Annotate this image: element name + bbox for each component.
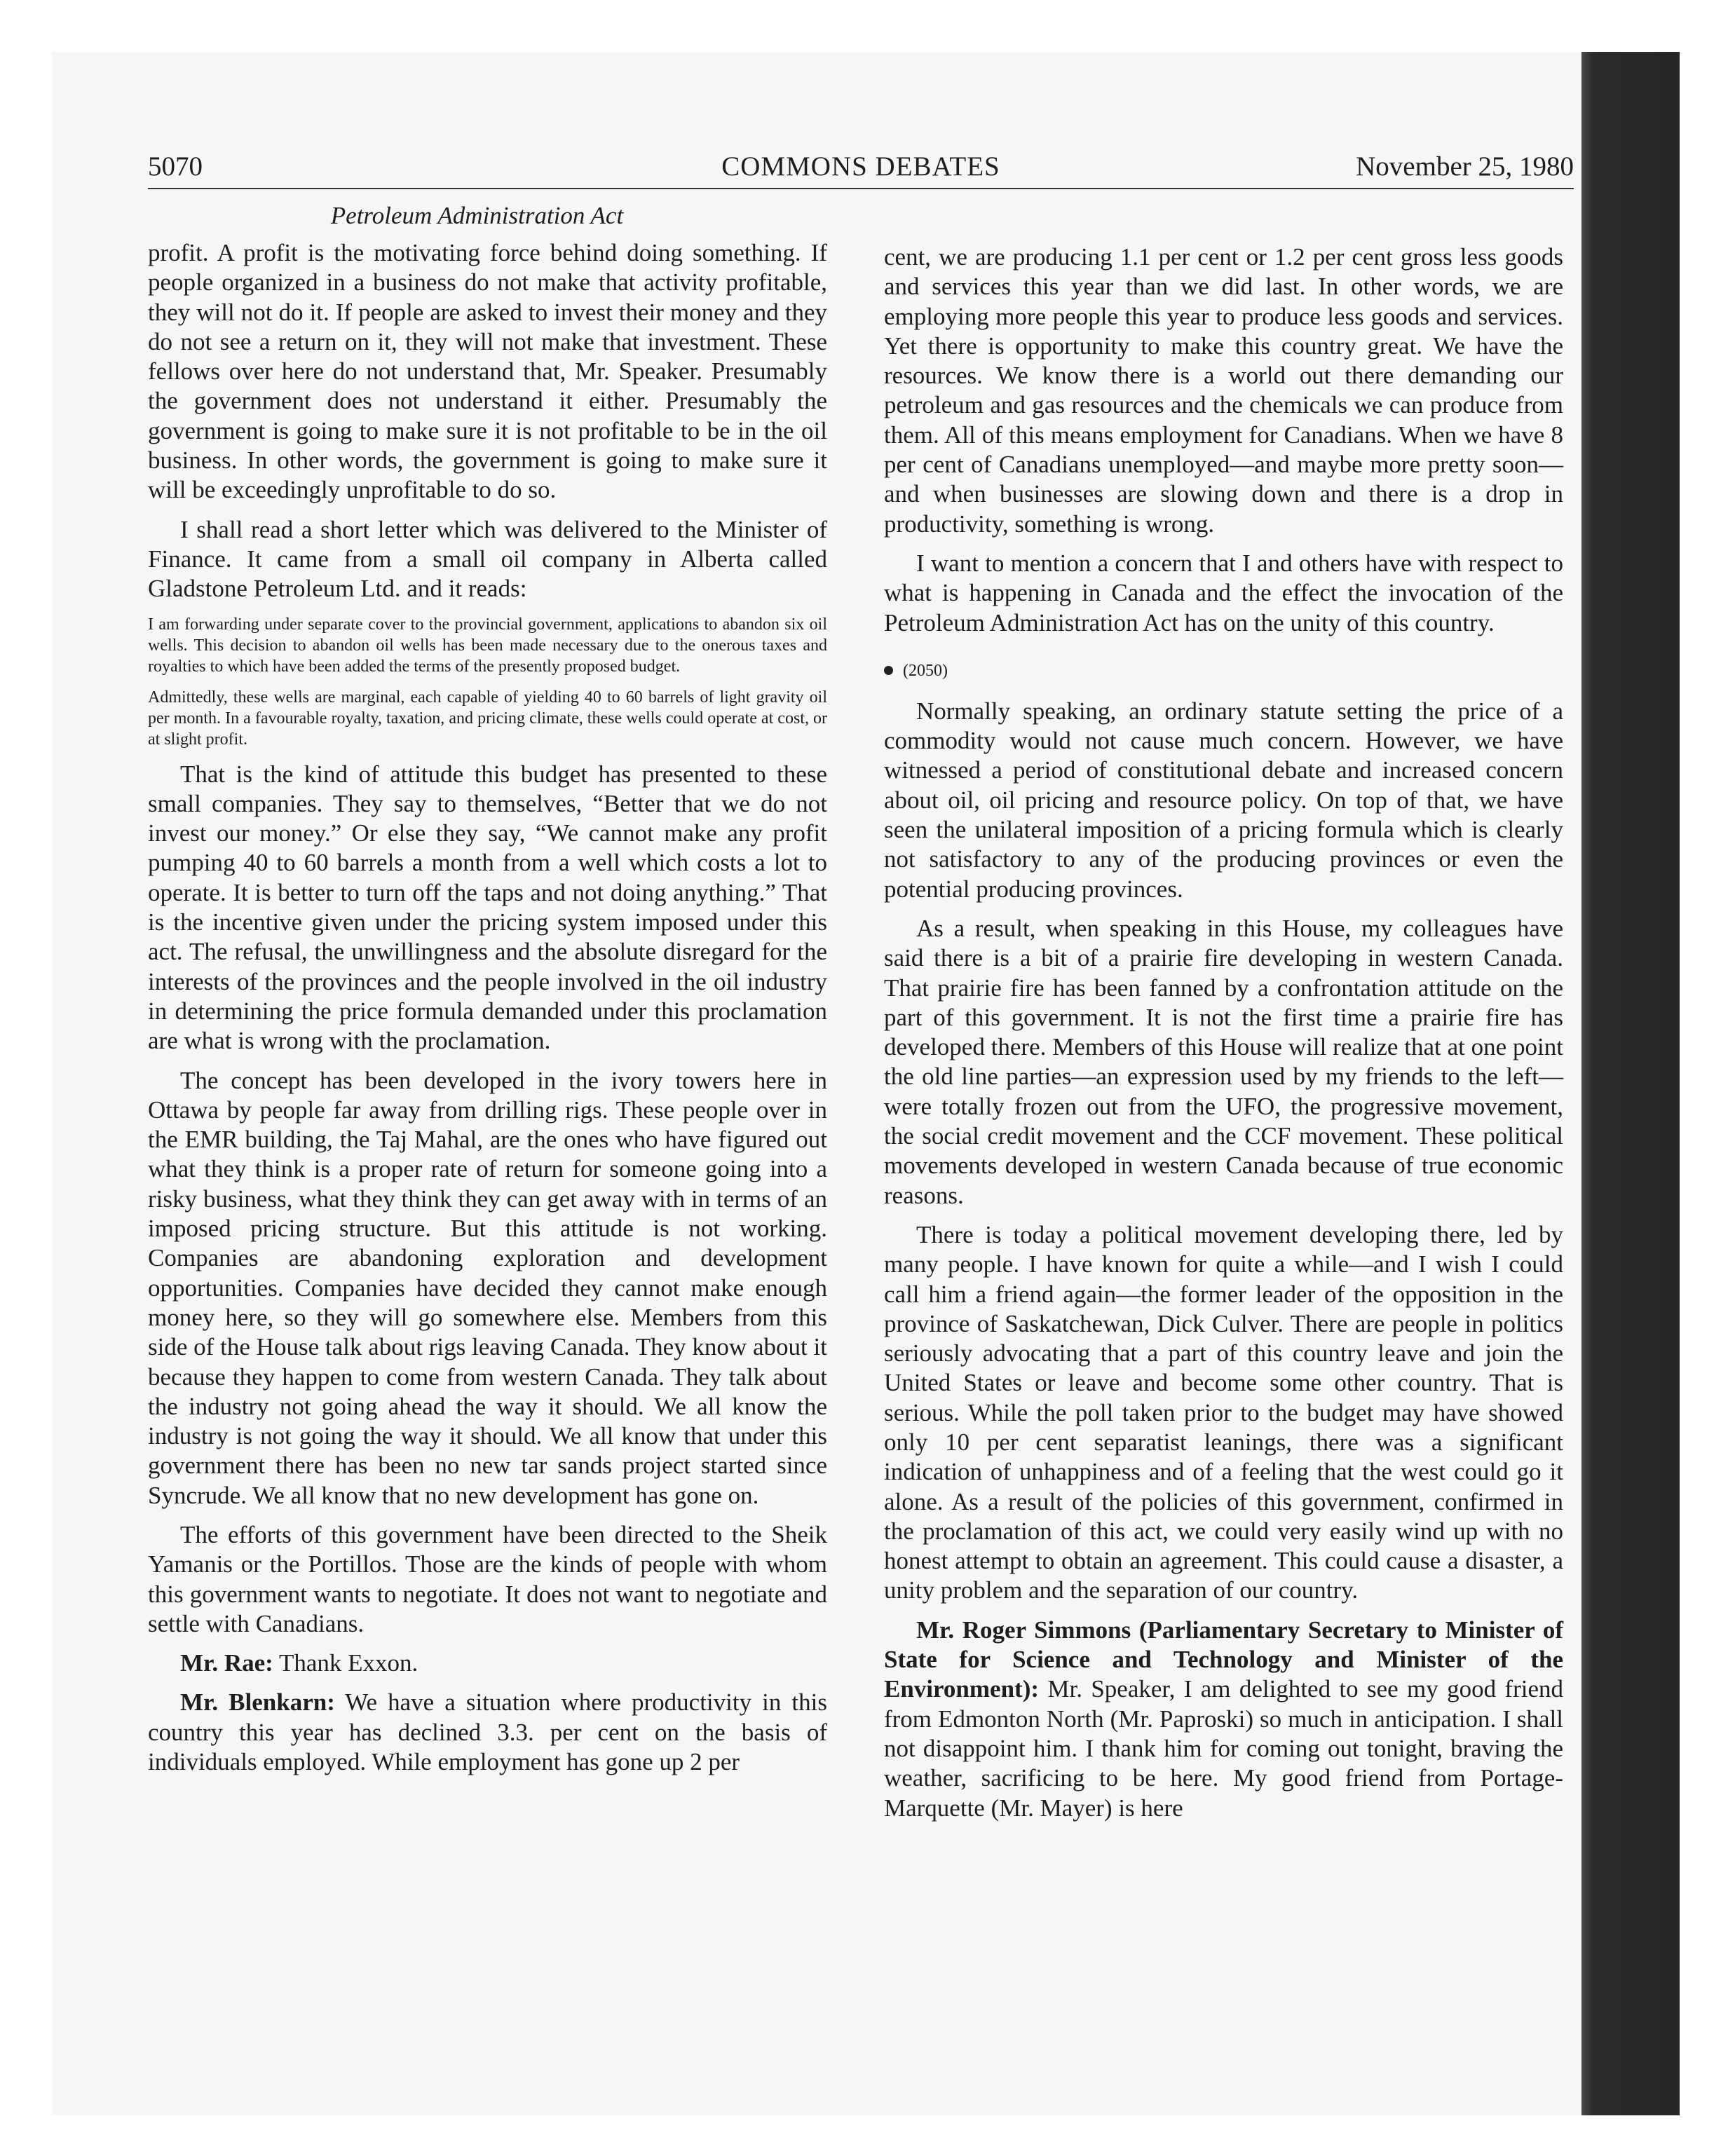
speaker-name: Mr. Roger Simmons (Parliamentary Secretary to Minister of State for Science and Technology and Minister of the Environment):: [884, 1616, 1563, 1703]
section-title: Petroleum Administration Act: [330, 202, 624, 229]
paragraph: Normally speaking, an ordinary statute setting the price of a commodity would not cause much concern. However, we have witnessed a period of constitutional debate and increased concern about oil, oil pricing and resource policy. On top of that, we have seen the unilateral imposition of a pricing formula which is clearly not satisfactory to any of the producing provinces or even the potential producing provinces.: [884, 697, 1563, 903]
paragraph: cent, we are producing 1.1 per cent or 1.2 per cent gross less goods and services this year than we did last. In other words, we are employing more people this year to produce less goods and services. Yet there is opportunity to make this country great. We have the resources. We know there is a world out there demanding our petroleum and gas resources and the chemicals we can produce from them. All of this means employment for Canadians. When we have 8 per cent of Canadians unemployed—and maybe more pretty soon—and when businesses are slowing down and there is a drop in productivity, something is wrong.: [884, 243, 1563, 538]
time-marker-text: (2050): [903, 661, 948, 680]
issue-date: November 25, 1980: [1356, 151, 1574, 182]
paragraph: I want to mention a concern that I and others have with respect to what is happening in Canada and the effect the invocation of the Petroleum Administration Act has on the unity of this country.: [884, 549, 1563, 636]
scan-dark-edge: [1581, 52, 1680, 2115]
document-page: [148, 147, 1574, 2040]
running-header: [148, 147, 1574, 189]
paragraph: The efforts of this government have been directed to the Sheik Yamanis or the Portillos. Those are the kinds of people with whom this government wants to negotiate. It does not want to negotiate and settle with Canadians.: [148, 1520, 827, 1637]
speaker-name: Mr. Blenkarn:: [180, 1688, 335, 1717]
paragraph: That is the kind of attitude this budget has presented to these small companies. They say to themselves, “Better that we do not invest our money.” Or else they say, “We cannot make any profit pumping 40 to 60 barrels a month from a well which costs a lot to operate. It is better to turn off the taps and not doing anything.” That is the incentive given under the pricing system imposed under this act. The refusal, the unwillingness and the absolute disregard for the interests of the provinces and the people involved in the oil industry in determining the price formula demanded under this proclamation are what is wrong with the proclamation.: [148, 760, 827, 1055]
speech-paragraph: [148, 1688, 827, 1777]
page-number: 5070: [148, 151, 203, 182]
speech-text: We have a situation where productivity in this country this year has declined 3.3. per cent on the basis of individuals employed. While employment has gone up 2 per: [148, 1688, 828, 1776]
left-column: [148, 200, 827, 1777]
bullet-icon: [884, 666, 893, 675]
speech-text: Mr. Speaker, I am delighted to see my good friend from Edmonton North (Mr. Paproski) so much in anticipation. I shall not disappoint him. I thank him for coming out tonight, braving the weather, sacrificing to be here. My good friend from Portage-Marquette (Mr. Mayer) is here: [884, 1675, 1563, 1822]
time-marker: [884, 660, 1563, 681]
paragraph: As a result, when speaking in this House, my colleagues have said there is a bit of a prairie fire developing in western Canada. That prairie fire has been fanned by a confrontation attitude on the part of this government. It is not the first time a prairie fire has developed there. Members of this House will realize that at one point the old line parties—an expression used by my friends to the left—were totally frozen out from the UFO, the progressive movement, the social credit movement and the CCF movement. These political movements developed in western Canada because of true economic reasons.: [884, 914, 1563, 1209]
speech-text: Thank Exxon.: [278, 1649, 419, 1677]
paragraph: The concept has been developed in the ivory towers here in Ottawa by people far away from drilling rigs. These people over in the EMR building, the Taj Mahal, are the ones who have figured out what they think is a proper rate of return for someone going into a risky business, what they think they can get away with in terms of an imposed pricing structure. But this attitude is not working. Companies are abandoning exploration and development opportunities. Companies have decided they cannot make enough money here, so they will go somewhere else. Members from this side of the House talk about rigs leaving Canada. They know about it because they happen to come from western Canada. They talk about the industry not going ahead the way it should. We all know the industry is not going the way it should. We all know that under this government there has been no new tar sands project started since Syncrude. We all know that no new development has gone on.: [148, 1066, 827, 1509]
journal-title: COMMONS DEBATES: [721, 151, 1000, 182]
speech-paragraph: [148, 1649, 827, 1678]
right-column: [884, 243, 1563, 1823]
speaker-name: Mr. Rae:: [180, 1649, 273, 1677]
paragraph: There is today a political movement developing there, led by many people. I have known for quite a while—and I wish I could call him a friend again—the former leader of the opposition in the province of Saskatchewan, Dick Culver. There are people in politics seriously advocating that a part of this country leave and join the United States or leave and become some other country. That is serious. While the poll taken prior to the budget may have showed only 10 per cent separatist leanings, there was a significant indication of unhappiness and of a feeling that the west could go it alone. As a result of the policies of this government, confirmed in the proclamation of this act, we could very easily wind up with no honest attempt to obtain an agreement. This could cause a disaster, a unity problem and the separation of our country.: [884, 1220, 1563, 1604]
paragraph: I shall read a short letter which was delivered to the Minister of Finance. It came from a small oil company in Alberta called Gladstone Petroleum Ltd. and it reads:: [148, 515, 827, 603]
quoted-letter-paragraph: I am forwarding under separate cover to the provincial government, applications to abandon six oil wells. This decision to abandon oil wells has been made necessary due to the onerous taxes and royalties to which have been added the terms of the presently proposed budget.: [148, 615, 827, 676]
quoted-letter-paragraph: Admittedly, these wells are marginal, each capable of yielding 40 to 60 barrels of light gravity oil per month. In a favourable royalty, taxation, and pricing climate, these wells could operate at cost, or at slight profit.: [148, 688, 827, 749]
speech-paragraph: [884, 1616, 1563, 1823]
paragraph: profit. A profit is the motivating force behind doing something. If people organized in a business do not make that activity profitable, they will not do it. If people are asked to invest their money and they do not see a return on it, they will not make that investment. These fellows over here do not understand that, Mr. Speaker. Presumably the government does not understand it either. Presumably the government is going to make sure it is not profitable to be in the oil business. In other words, the government is going to make sure it will be exceedingly unprofitable to do so.: [148, 239, 827, 504]
